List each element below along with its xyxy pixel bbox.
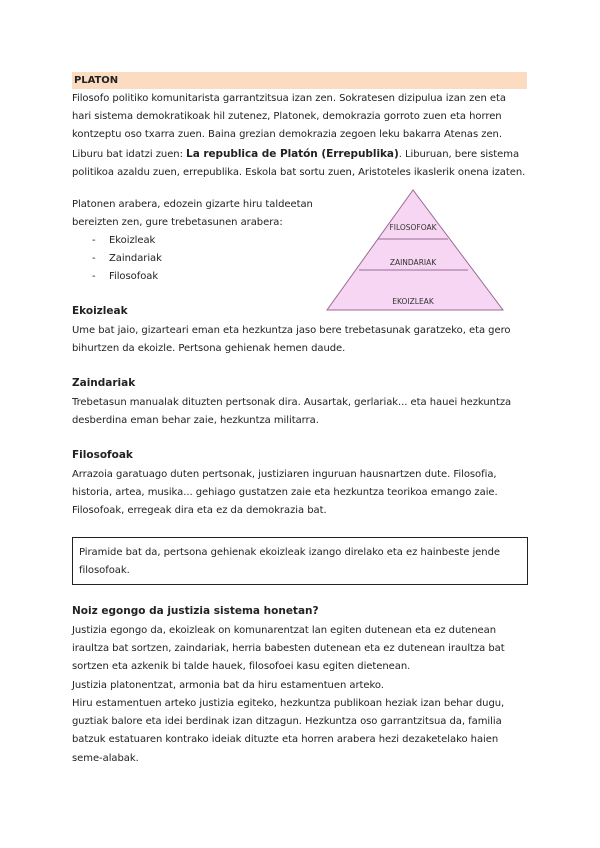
- list-item: [92, 268, 162, 286]
- justice-paragraph: Justizia platonentzat, armonia bat da hiru estamentuen arteko.: [72, 680, 384, 691]
- intro-paragraph: [72, 90, 528, 182]
- section-heading: Filosofoak: [72, 449, 133, 461]
- list-dash: -: [92, 235, 96, 246]
- list-item-label: Filosofoak: [109, 271, 159, 283]
- page-title: PLATON: [72, 72, 527, 89]
- groups-intro: Platonen arabera, edozein gizarte hiru taldeetan bereizten zen, gure trebetasunen arabera:: [72, 199, 313, 229]
- note-box: [72, 537, 528, 585]
- intro-text-start: Filosofo politiko komunitarista garrantzitsua izan zen. Sokratesen dizipulua izan zen eta hari sistema demokratikoak hil zutenez, Platonek, demokrazia gorroto zuen eta horren kontzeptu oso txarra zuen. Baina grezian demokrazia zegoen leku bakarra Atenas zen. Liburu bat idatzi zuen:: [72, 93, 506, 160]
- section-body: Trebetasun manualak dituzten pertsonak dira. Ausartak, gerlariak... eta hauei hezkuntza desberdina eman behar zaie, hezkuntza militarra.: [72, 397, 512, 427]
- justice-paragraph: Justizia egongo da, ekoizleak on komunarentzat lan egiten dutenean eta ez dutenean iraultza bat sortzen, zaindariak, herria babesten dutenean eta ez dutenean iraultza bat sortzen eta azkenik bi talde hauek, filosofoei kasu egiten dietenean.: [72, 625, 505, 673]
- list-item-label: Ekoizleak: [109, 235, 156, 246]
- intro-text-end: . Liburuan, bere sistema politikoa azaldu zuen, errepublika. Eskola bat sortu zuen, Aristoteles ikaslerik onena izaten.: [72, 148, 526, 178]
- justice-paragraph: Hiru estamentuen arteko justizia egiteko, hezkuntza publikoan heziak izan behar dugu, guztiak balore eta idei berdinak izan ditzagun. Hezkuntza oso garrantzitsua da, familia batzuk estatuaren kontrako ideiak dituzte eta horren arabera hezi dezaketelako haien seme-alabak.: [72, 698, 505, 764]
- note-text: Piramide bat da, pertsona gehienak ekoizleak izango direlako eta ez hainbeste jende filosofoak.: [79, 547, 500, 577]
- list-item: [92, 232, 162, 250]
- pyramid-label-middle: ZAINDARIAK: [389, 258, 437, 267]
- section-heading: Noiz egongo da justizia sistema honetan?: [72, 605, 319, 617]
- section-heading: Ekoizleak: [72, 305, 128, 317]
- pyramid-label-top: FILOSOFOAK: [389, 223, 437, 232]
- book-title: La republica de Platón (Errepublika): [186, 147, 399, 160]
- pyramid-shape: [327, 190, 503, 310]
- list-item: [92, 250, 162, 268]
- section-heading: Zaindariak: [72, 377, 136, 389]
- list-dash: -: [92, 253, 96, 265]
- groups-list: [92, 232, 162, 287]
- list-dash: -: [92, 271, 96, 283]
- section-body: Arrazoia garatuago duten pertsonak, justiziaren inguruan hausnartzen dute. Filosofia, historia, artea, musika... gehiago gustatzen zaie eta hezkuntza teorikoa emango zaie. Filosofoak, erregeak dira eta ez da demokrazia bat.: [72, 469, 498, 517]
- list-item-label: Zaindariak: [109, 253, 162, 265]
- society-pyramid-diagram: [324, 186, 506, 314]
- section-body: Ume bat jaio, gizarteari eman eta hezkuntza jaso bere trebetasunak garatzeko, eta gero bihurtzen da ekoizle. Pertsona gehienak hemen daude.: [72, 325, 511, 355]
- pyramid-label-bottom: EKOIZLEAK: [392, 297, 434, 306]
